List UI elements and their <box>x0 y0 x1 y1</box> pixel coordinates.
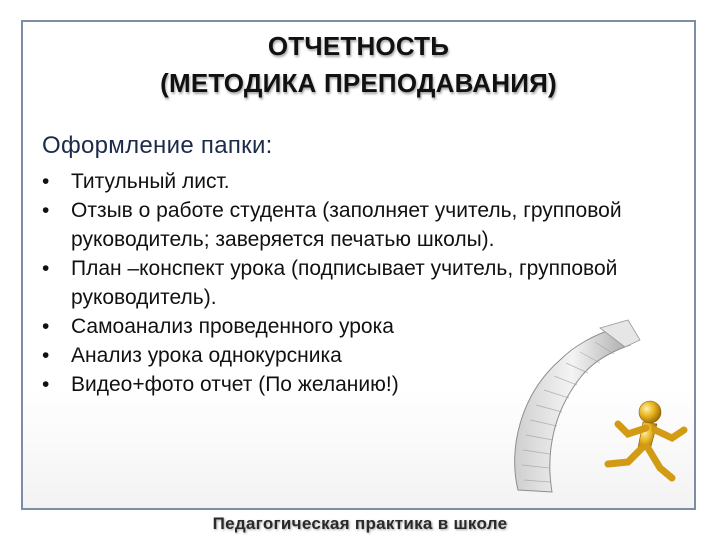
bullet-icon: • <box>42 344 50 367</box>
list-item-text: Отзыв о работе студента (заполняет учитель, групповой руководитель; заверяется печатью школы). <box>71 199 622 251</box>
list-item <box>42 167 652 196</box>
bullet-icon: • <box>42 199 50 222</box>
slide-title <box>21 28 696 102</box>
title-line-2: (МЕТОДИКА ПРЕПОДАВАНИЯ) <box>160 68 557 98</box>
list-item-text: Анализ урока однокурсника <box>71 344 342 367</box>
running-figure-with-rolling-paper-icon <box>500 300 700 510</box>
list-item-text: Титульный лист. <box>71 170 230 193</box>
bullet-icon: • <box>42 257 50 280</box>
title-line-1: ОТЧЕТНОСТЬ <box>267 31 450 61</box>
bullet-icon: • <box>42 170 50 193</box>
bullet-icon: • <box>42 315 50 338</box>
list-item <box>42 196 652 254</box>
list-item-text: План –конспект урока (подписывает учитель, групповой руководитель). <box>71 257 618 309</box>
list-item-text: Самоанализ проведенного урока <box>71 315 394 338</box>
list-item-text: Видео+фото отчет (По желанию!) <box>71 373 399 396</box>
slide-footer: Педагогическая практика в школе <box>212 514 508 533</box>
section-subtitle: Оформление папки: <box>42 132 273 159</box>
bullet-icon: • <box>42 373 50 396</box>
